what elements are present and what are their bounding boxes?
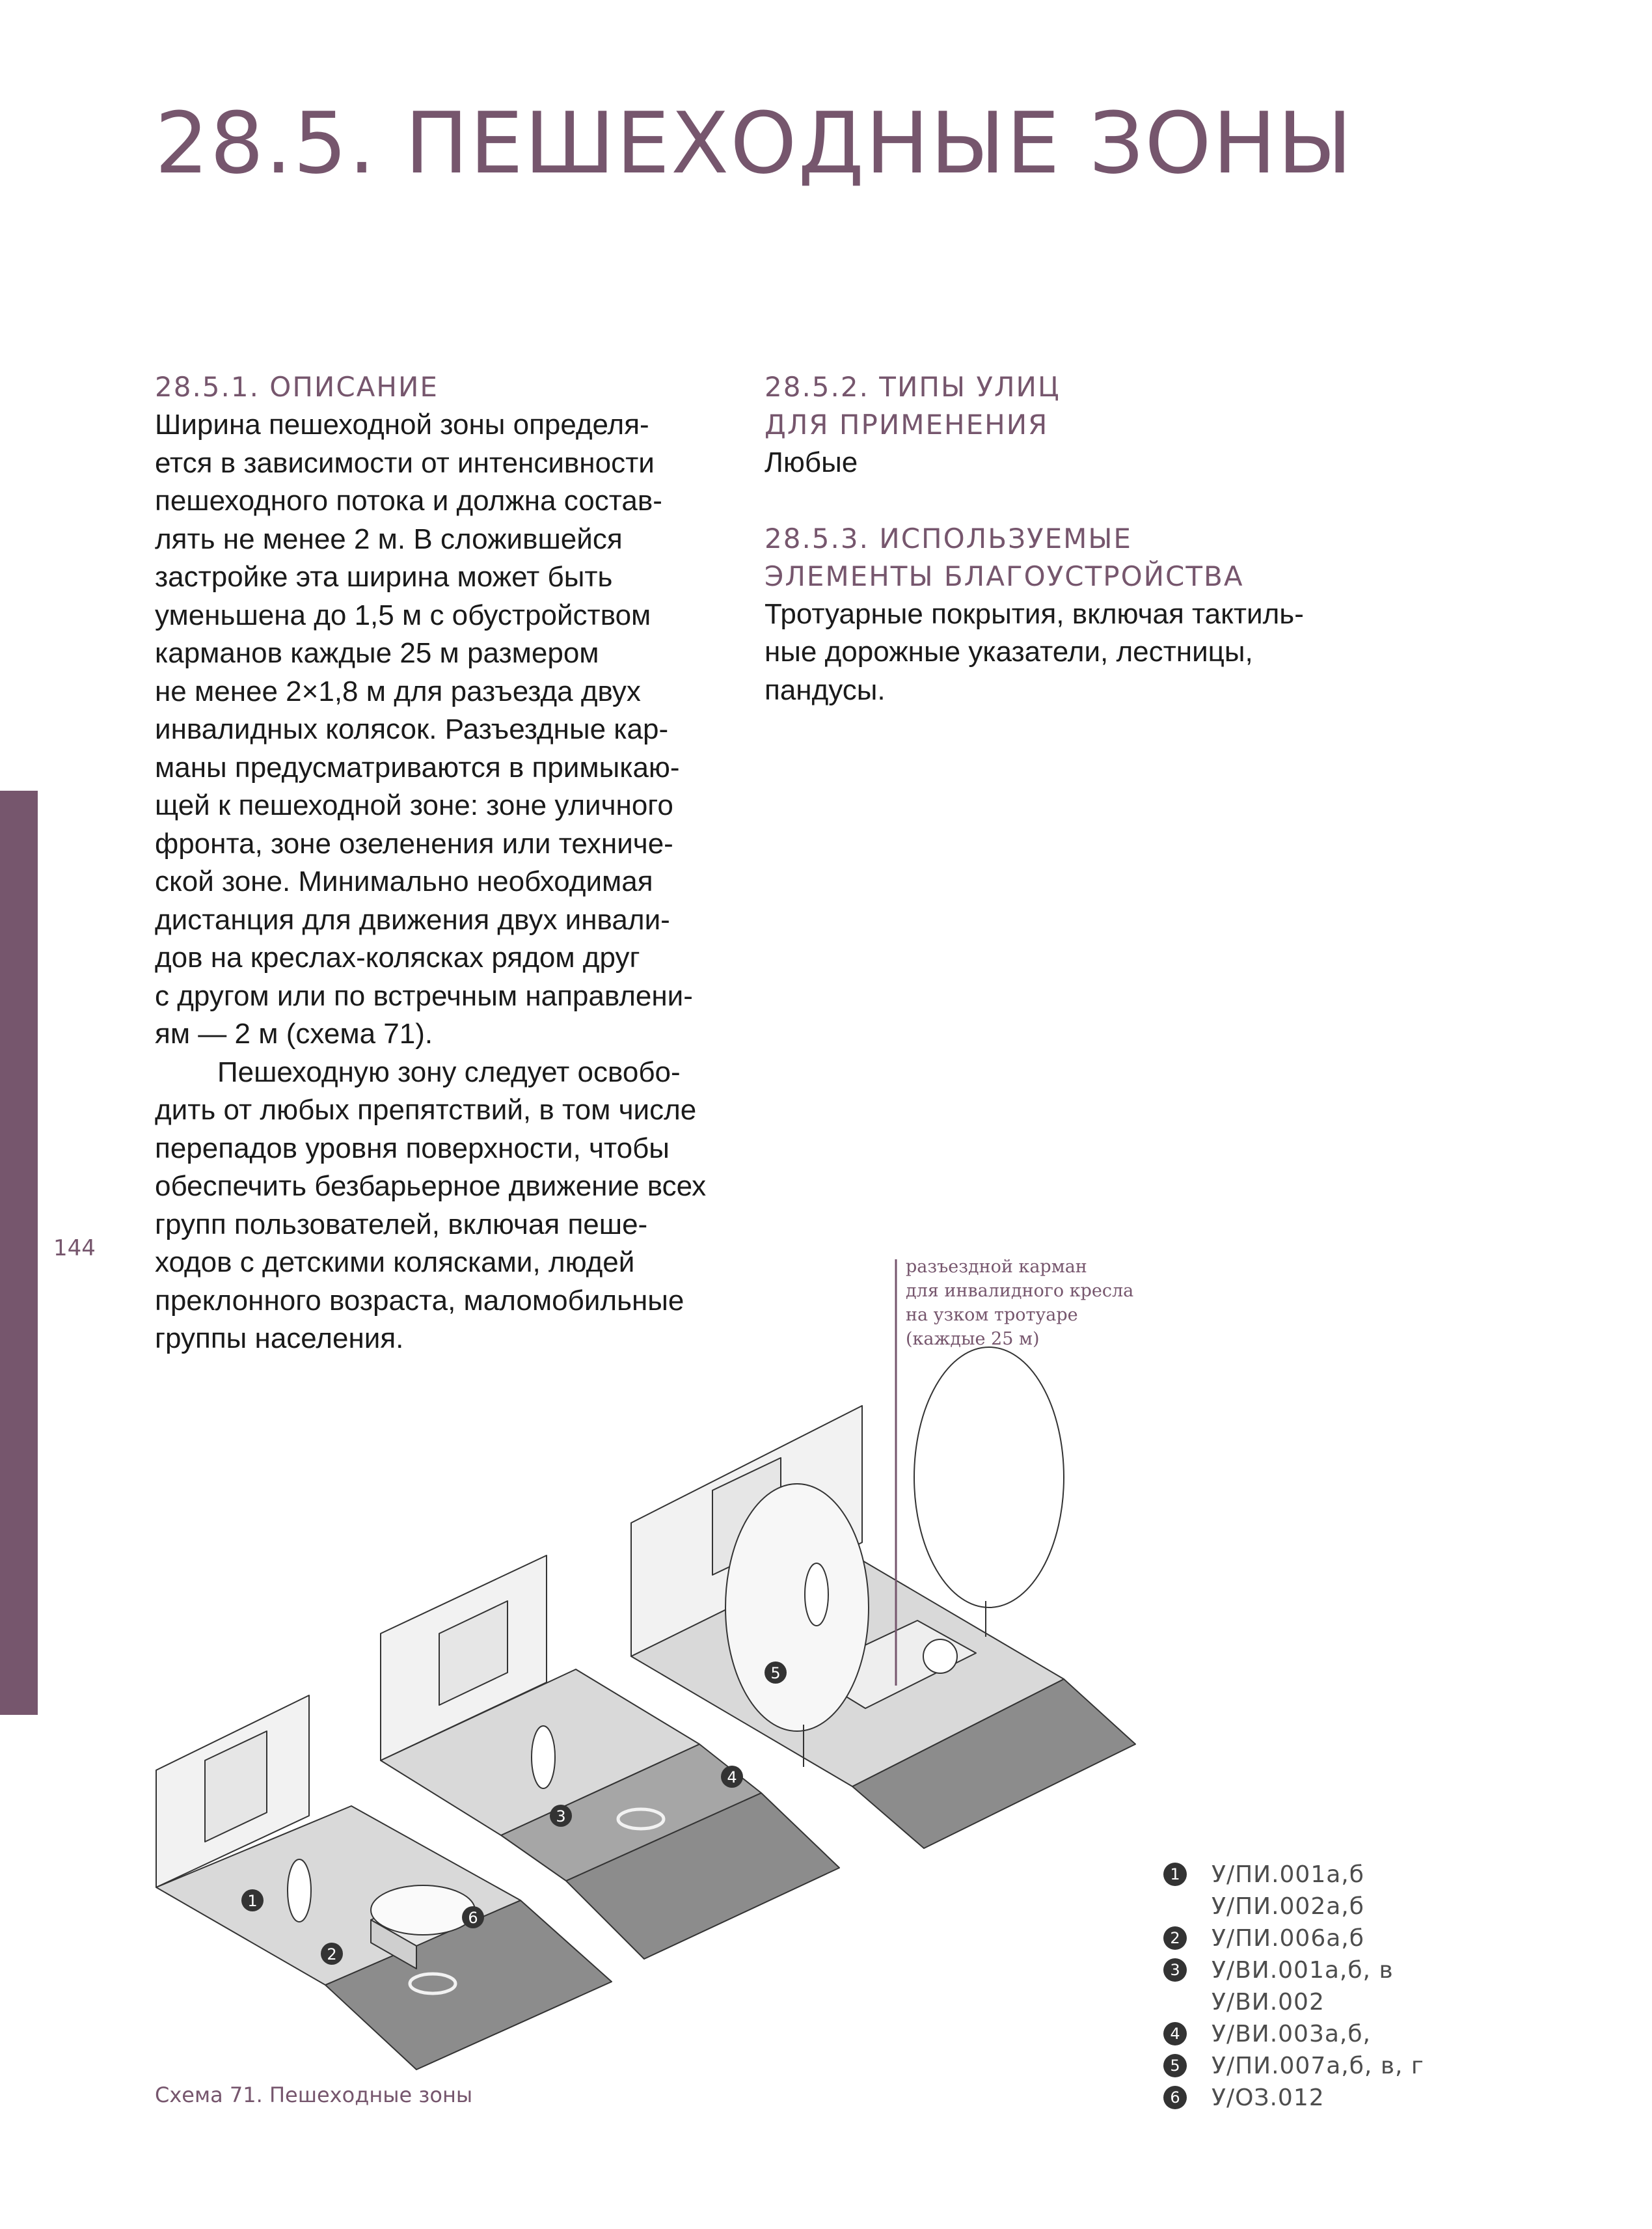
legend-code: У/ВИ.003а,б, xyxy=(1212,2021,1371,2047)
text-line: ям — 2 м (схема 71). xyxy=(155,1018,433,1050)
text-line: маны предусматриваются в примыкаю- xyxy=(155,751,680,784)
description-heading: 28.5.1. ОПИСАНИЕ xyxy=(155,371,439,403)
text-line: не менее 2×1,8 м для разъезда двух xyxy=(155,675,641,707)
marker-label: 2 xyxy=(327,1945,337,1963)
marker-label: 5 xyxy=(770,1664,781,1682)
legend-number-badge: 6 xyxy=(1163,2086,1187,2109)
legend-code: У/ПИ.001а,б xyxy=(1212,1861,1364,1888)
legend-item xyxy=(1163,1859,1619,1922)
heading-line: 28.5.2. ТИПЫ УЛИЦ xyxy=(765,371,1061,403)
pedestrian-figure xyxy=(532,1726,555,1788)
text-line: фронта, зоне озеленения или техниче- xyxy=(155,827,673,860)
text-line: лять не менее 2 м. В сложившейся xyxy=(155,523,623,555)
text-line: щей к пешеходной зоне: зоне уличного xyxy=(155,789,673,821)
legend-item xyxy=(1163,1954,1619,2018)
tree-canopy xyxy=(725,1484,869,1731)
legend-number-badge: 3 xyxy=(1163,1958,1187,1982)
text-line: карманов каждые 25 м размером xyxy=(155,637,599,669)
text-line: застройке эта ширина может быть xyxy=(155,561,613,593)
text-line: уменьшена до 1,5 м с обустройством xyxy=(155,599,651,631)
text-line: пандусы. xyxy=(765,674,886,706)
street-types-text: Любые xyxy=(765,446,858,478)
legend-number-badge: 5 xyxy=(1163,2054,1187,2077)
page-title: 28.5. ПЕШЕХОДНЫЕ ЗОНЫ xyxy=(155,94,1354,193)
pedestrian-figure xyxy=(288,1859,311,1922)
text-line: дить от любых препятствий, в том числе xyxy=(155,1094,697,1126)
passing-pocket-callout xyxy=(906,1255,1179,1351)
legend-code: У/ПИ.007а,б, в, г xyxy=(1212,2053,1424,2079)
wheelchair-user-figure xyxy=(923,1639,957,1673)
text-line: ется в зависимости от интенсивности xyxy=(155,446,655,479)
text-line: ные дорожные указатели, лестницы, xyxy=(765,636,1253,668)
text-line: ской зоне. Минимально необходимая xyxy=(155,866,653,897)
text-line: Пешеходную зону следует освобо- xyxy=(217,1056,681,1088)
legend-code: У/ОЗ.012 xyxy=(1212,2085,1325,2111)
legend-code: У/ПИ.002а,б xyxy=(1212,1893,1364,1920)
legend-item xyxy=(1163,1922,1619,1954)
text-line: пешеходного потока и должна состав- xyxy=(155,485,662,517)
text-line: перепадов уровня поверхности, чтобы xyxy=(155,1132,670,1164)
text-line: обеспечить безбарьерное движение всех xyxy=(155,1170,707,1202)
heading-line: ЭЛЕМЕНТЫ БЛАГОУСТРОЙСТВА xyxy=(765,560,1244,592)
callout-line: разъездной карман xyxy=(906,1257,1087,1277)
shrub xyxy=(371,1885,475,1935)
text-line: групп пользователей, включая пеше- xyxy=(155,1208,648,1240)
legend xyxy=(1163,1859,1619,2114)
text-line: дистанция для движения двух инвали- xyxy=(155,903,670,936)
legend-item xyxy=(1163,2082,1619,2114)
legend-code: У/ВИ.002 xyxy=(1212,1989,1325,2016)
text-line: преклонного возраста, маломобильные xyxy=(155,1284,684,1317)
marker-label: 1 xyxy=(247,1892,258,1910)
text-line: группы населения. xyxy=(155,1322,404,1354)
page-number: 144 xyxy=(53,1235,96,1261)
pedestrian-figure xyxy=(805,1563,828,1626)
marker-label: 3 xyxy=(556,1807,566,1826)
text-line: дов на креслах-колясках рядом друг xyxy=(155,942,640,974)
marker-label: 4 xyxy=(727,1768,737,1786)
callout-line: на узком тротуаре xyxy=(906,1305,1078,1325)
text-line: с другом или по встречным направлени- xyxy=(155,979,693,1012)
marker-label: 6 xyxy=(468,1909,478,1927)
text-line: Ширина пешеходной зоны определя- xyxy=(155,409,649,441)
text-line: Тротуарные покрытия, включая тактиль- xyxy=(765,597,1304,630)
legend-code: У/ПИ.006а,б xyxy=(1212,1925,1364,1952)
heading-line: ДЛЯ ПРИМЕНЕНИЯ xyxy=(765,409,1049,441)
heading-line: 28.5.3. ИСПОЛЬЗУЕМЫЕ xyxy=(765,522,1132,554)
text-line: ходов с детскими колясками, людей xyxy=(155,1246,635,1278)
figure-caption: Схема 71. Пешеходные зоны xyxy=(155,2083,473,2107)
legend-item xyxy=(1163,2018,1619,2050)
legend-number-badge: 1 xyxy=(1163,1863,1187,1886)
callout-line: для инвалидного кресла xyxy=(906,1281,1134,1301)
text-line: инвалидных колясок. Разъездные кар- xyxy=(155,713,669,745)
legend-code: У/ВИ.001а,б, в xyxy=(1212,1957,1394,1984)
legend-number-badge: 2 xyxy=(1163,1926,1187,1950)
legend-number-badge: 4 xyxy=(1163,2022,1187,2045)
legend-item xyxy=(1163,2050,1619,2082)
callout-line: (каждые 25 м) xyxy=(906,1329,1040,1349)
tree-canopy xyxy=(914,1347,1064,1607)
